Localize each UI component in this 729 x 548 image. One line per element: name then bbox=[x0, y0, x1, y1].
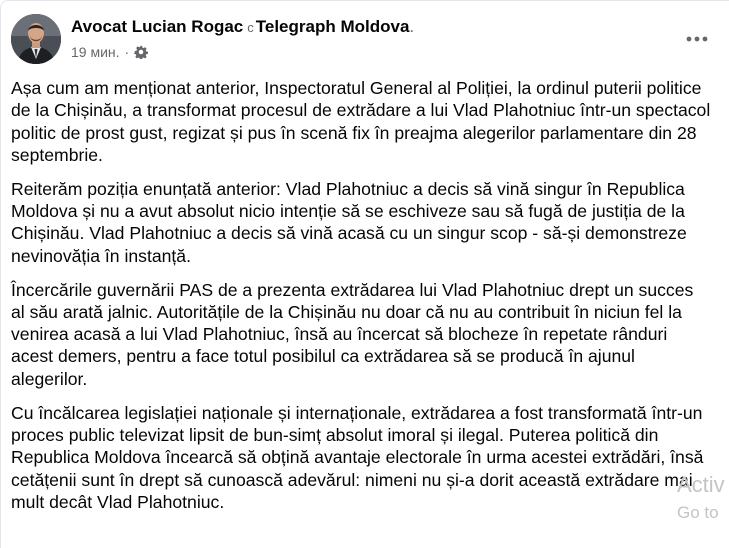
post-timestamp[interactable]: 19 мин. bbox=[71, 44, 120, 60]
post-header bbox=[71, 16, 414, 39]
header-period: . bbox=[409, 17, 415, 36]
post-paragraph: Așa cum am menționat anterior, Inspectoratul General al Poliției, la ordinul puterii politice de la Chișinău, a transformat procesul de extrădare a lui Vlad Plahotniuc într-un spectacol politic de prost gust, regizat și pus în scenă fix în preajma alegerilor parlamentare din 28 septembrie. bbox=[11, 78, 711, 165]
group-name[interactable]: Telegraph Moldova bbox=[255, 17, 410, 36]
with-word: с bbox=[247, 20, 254, 35]
watermark-line-1: Activ bbox=[677, 472, 725, 497]
author-avatar[interactable] bbox=[11, 14, 61, 64]
meta-separator: · bbox=[124, 44, 130, 60]
post-paragraph: Reiterăm poziția enunțată anterior: Vlad Plahotniuc a decis să vină singur în Republica Moldova și nu a avut absolut nicio intenție să se eschiveze sau să fugă de justiția de la Chișinău. Vlad Plahotniuc a decis să vină acasă cu un singur scop - să-și demonstreze nevinovăția în instanță. bbox=[11, 178, 687, 266]
watermark-line-2: Go to bbox=[677, 503, 719, 522]
more-options-button[interactable] bbox=[679, 23, 715, 55]
post-paragraph: Încercările guvernării PAS de a prezenta extrădarea lui Vlad Plahotniuc drept un succes al său arată jalnic. Autoritățile de la Chișinău nu doar că nu au contribuit în niciun fel la venirea acasă a lui Vlad Plahotniuc, însă au încercat să blocheze în repetate rânduri acest demers, pentru a face totul posibilul ca extrădarea să se producă în ajunul alegerilor. bbox=[11, 279, 694, 389]
avatar-photo bbox=[11, 14, 61, 64]
gear-icon[interactable] bbox=[134, 45, 148, 59]
more-options-icon bbox=[686, 36, 708, 42]
post-meta bbox=[71, 43, 148, 61]
author-name[interactable]: Avocat Lucian Rogac bbox=[71, 17, 244, 36]
post-body bbox=[11, 77, 711, 525]
post-paragraph: Cu încălcarea legislației naționale și internaționale, extrădarea a fost transformată într-un proces public televizat lipsit de bun-simț absolut imoral și ilegal. Puterea politică din Republica Moldova încearcă să obțină avantaje electorale în urma acestei extrădări, însă cetățenii sunt în drept să cunoască adevărul: nimeni nu și-a dorit această extrădare mai mult decât Vlad Plahotniuc. bbox=[11, 402, 704, 512]
